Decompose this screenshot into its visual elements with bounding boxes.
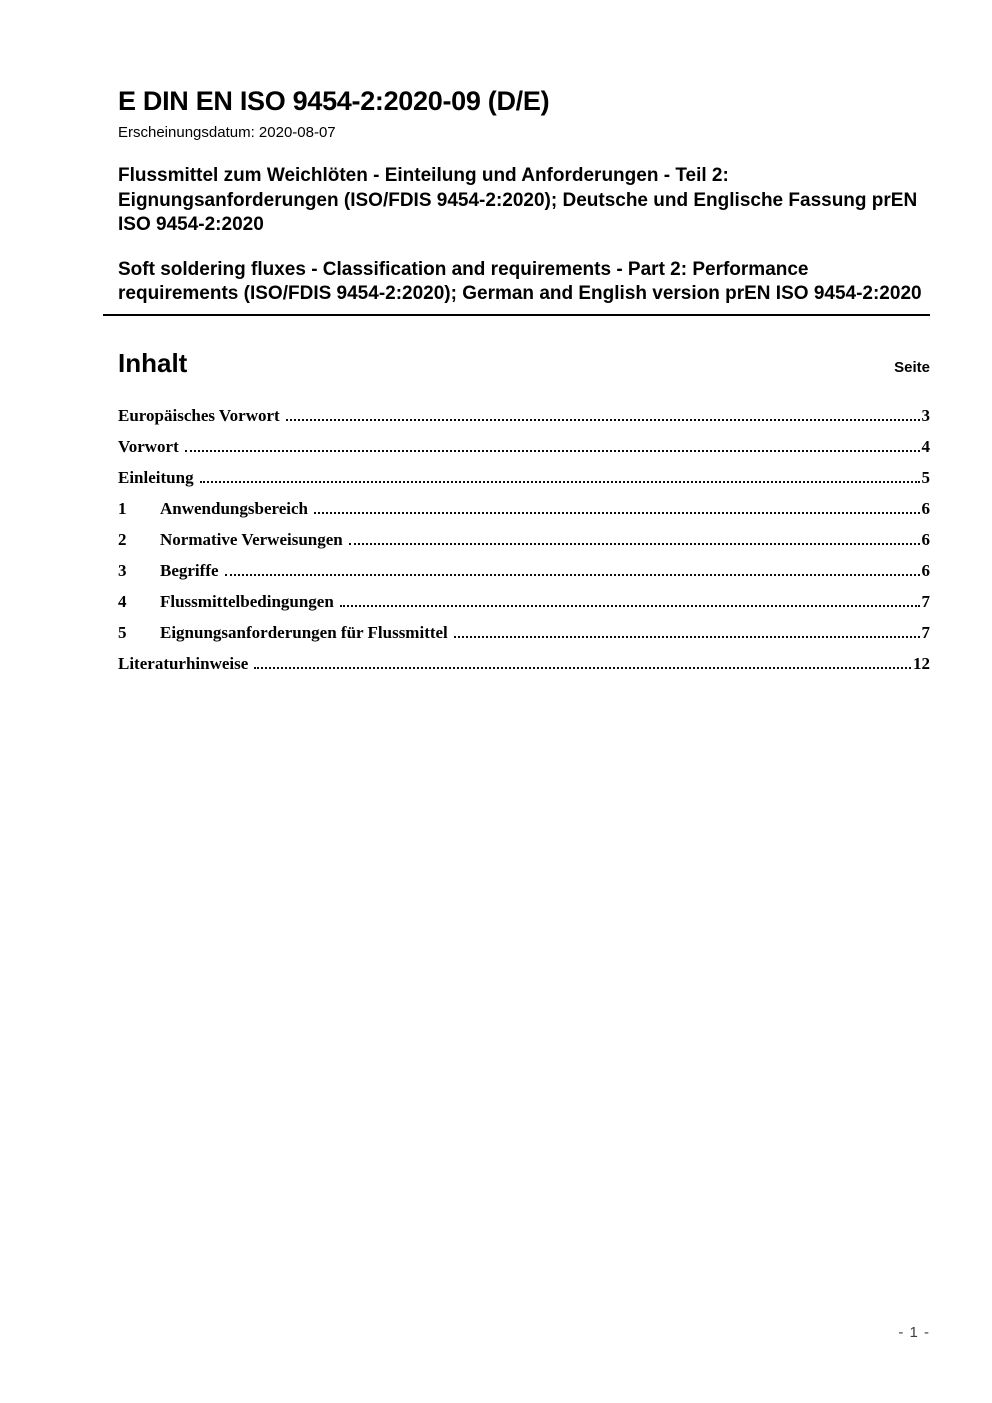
title-english: Soft soldering fluxes - Classification and requirements - Part 2: Performance requirements (ISO/FDIS 9454-2:2020); German and English version prEN ISO 9454-2:2020 bbox=[118, 258, 922, 304]
toc-entry-number: 2 bbox=[118, 529, 127, 549]
toc-entry-label: Vorwort bbox=[118, 436, 179, 456]
horizontal-rule bbox=[103, 314, 930, 316]
toc-leader-dots bbox=[314, 510, 920, 514]
page-content bbox=[0, 0, 992, 674]
toc-entry-label: Normative Verweisungen bbox=[160, 529, 343, 549]
toc-entry-page: 12 bbox=[913, 653, 930, 673]
toc-leader-dots bbox=[254, 665, 911, 669]
toc-entry bbox=[118, 654, 930, 674]
toc-leader-dots bbox=[200, 479, 920, 483]
toc-entry-page: 4 bbox=[921, 436, 930, 456]
toc-entry bbox=[118, 468, 930, 488]
toc-entry-number: 5 bbox=[118, 622, 127, 642]
toc-entry-number: 3 bbox=[118, 560, 127, 580]
toc-entry-number: 4 bbox=[118, 591, 127, 611]
toc-entry bbox=[118, 561, 930, 581]
toc-header bbox=[118, 348, 930, 378]
toc-entry bbox=[118, 592, 930, 612]
toc-leader-dots bbox=[454, 634, 920, 638]
table-of-contents bbox=[118, 406, 930, 674]
toc-entry bbox=[118, 437, 930, 457]
title-german: Flussmittel zum Weichlöten - Einteilung und Anforderungen - Teil 2: Eignungsanforderungen (ISO/FDIS 9454-2:2020); Deutsche und Englische Fassung prEN ISO 9454-2:2020 bbox=[118, 165, 918, 235]
toc-entry-page: 7 bbox=[921, 591, 930, 611]
toc-entry bbox=[118, 499, 930, 519]
toc-entry-label: Einleitung bbox=[118, 467, 194, 487]
toc-entry-label: Literaturhinweise bbox=[118, 653, 249, 673]
toc-entry-label: Begriffe bbox=[160, 560, 219, 580]
toc-entry-label: Europäisches Vorwort bbox=[118, 405, 280, 425]
toc-leader-dots bbox=[185, 448, 920, 452]
toc-entry-label: Anwendungsbereich bbox=[160, 498, 308, 518]
toc-entry bbox=[118, 406, 930, 426]
toc-entry-label: Eignungsanforderungen für Flussmittel bbox=[160, 622, 448, 642]
toc-leader-dots bbox=[225, 572, 920, 576]
toc-page-column-label: Seite bbox=[894, 358, 930, 376]
toc-entry-page: 7 bbox=[921, 622, 930, 642]
toc-entry-number: 1 bbox=[118, 498, 127, 518]
footer-page-number: - 1 - bbox=[898, 1324, 930, 1341]
toc-heading: Inhalt bbox=[118, 347, 188, 378]
toc-entry-page: 6 bbox=[921, 498, 930, 518]
toc-entry bbox=[118, 530, 930, 550]
toc-entry-label: Flussmittelbedingungen bbox=[160, 591, 334, 611]
toc-leader-dots bbox=[340, 603, 920, 607]
toc-leader-dots bbox=[349, 541, 920, 545]
toc-entry-page: 6 bbox=[921, 560, 930, 580]
toc-entry-page: 3 bbox=[921, 405, 930, 425]
toc-entry-page: 5 bbox=[921, 467, 930, 487]
toc-leader-dots bbox=[286, 417, 920, 421]
toc-entry bbox=[118, 623, 930, 643]
document-title: E DIN EN ISO 9454-2:2020-09 (D/E) bbox=[118, 86, 550, 116]
toc-entry-page: 6 bbox=[921, 529, 930, 549]
publication-date: Erscheinungsdatum: 2020-08-07 bbox=[118, 124, 336, 141]
